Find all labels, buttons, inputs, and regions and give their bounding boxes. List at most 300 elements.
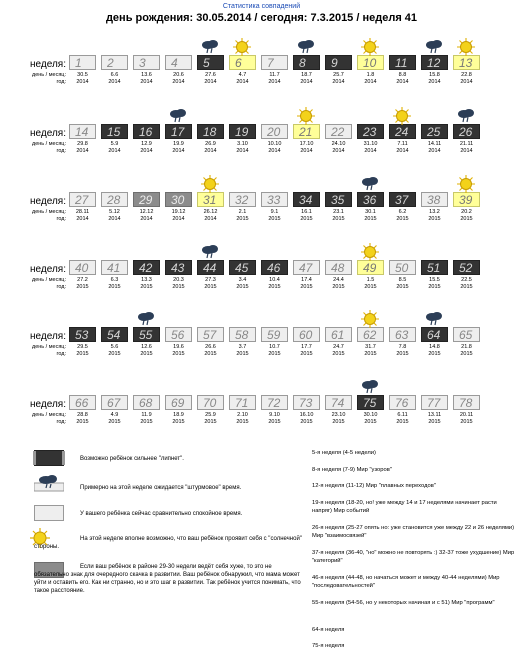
week-year: 2014 xyxy=(76,147,89,154)
week-cell[interactable]: 64 xyxy=(421,327,448,342)
legend-dark-text: Возможно ребёнок сильнее "липнет". xyxy=(80,456,184,462)
week-year: 2015 xyxy=(108,418,121,425)
week-note: 64-я неделя xyxy=(312,627,345,633)
sun-icon xyxy=(361,310,379,328)
week-daymonth: 22.5 xyxy=(461,277,472,283)
week-daymonth: 27.2 xyxy=(77,277,88,283)
week-daymonth: 19.12 xyxy=(171,209,186,215)
week-year: 2015 xyxy=(172,418,185,425)
week-year: 2014 xyxy=(364,78,377,85)
week-cell[interactable]: 38 xyxy=(421,192,448,207)
week-cell[interactable]: 32 xyxy=(229,192,256,207)
week-date xyxy=(165,412,192,425)
week-daymonth: 26.6 xyxy=(205,344,216,350)
week-cell[interactable]: 40 xyxy=(69,260,96,275)
week-cell[interactable]: 60 xyxy=(293,327,320,342)
week-daymonth: 17.7 xyxy=(301,344,312,350)
week-daymonth: 22.8 xyxy=(461,72,472,78)
week-date xyxy=(69,412,96,425)
week-daymonth: 12.6 xyxy=(141,344,152,350)
week-cell[interactable]: 62 xyxy=(357,327,384,342)
week-date xyxy=(421,141,448,154)
week-cell[interactable]: 12 xyxy=(421,55,448,70)
sun-icon xyxy=(233,38,251,56)
legend-dark-swatch xyxy=(34,450,64,466)
week-date xyxy=(197,141,224,154)
week-cell[interactable]: 19 xyxy=(229,124,256,139)
week-cell[interactable]: 48 xyxy=(325,260,352,275)
week-date xyxy=(421,72,448,85)
week-daymonth: 20.3 xyxy=(173,277,184,283)
week-cell[interactable]: 67 xyxy=(101,395,128,410)
week-daymonth: 28.11 xyxy=(75,209,90,215)
week-cell[interactable]: 57 xyxy=(197,327,224,342)
week-label: неделя: xyxy=(30,399,66,410)
week-year: 2014 xyxy=(460,78,473,85)
week-label: неделя: xyxy=(30,331,66,342)
week-daymonth: 14.8 xyxy=(429,344,440,350)
week-cell[interactable]: 65 xyxy=(453,327,480,342)
week-cell[interactable]: 31 xyxy=(197,192,224,207)
week-year: 2014 xyxy=(172,215,185,222)
week-cell[interactable]: 1 xyxy=(69,55,96,70)
daymonth-label: день / месяц: xyxy=(31,141,66,147)
week-daymonth: 19.6 xyxy=(173,344,184,350)
week-date xyxy=(453,141,480,154)
week-year: 2015 xyxy=(428,350,441,357)
week-year: 2015 xyxy=(204,283,217,290)
week-year: 2014 xyxy=(108,147,121,154)
week-date xyxy=(325,412,352,425)
week-year: 2015 xyxy=(460,418,473,425)
week-year: 2015 xyxy=(428,283,441,290)
year-label: год: xyxy=(56,147,66,154)
storm-icon xyxy=(201,245,219,263)
week-daymonth: 12.9 xyxy=(141,141,152,147)
week-year: 2015 xyxy=(396,350,409,357)
week-date xyxy=(453,72,480,85)
week-cell[interactable]: 58 xyxy=(229,327,256,342)
week-cell[interactable]: 66 xyxy=(69,395,96,410)
week-cell[interactable]: 10 xyxy=(357,55,384,70)
week-daymonth: 9.1 xyxy=(270,209,279,215)
week-date xyxy=(389,209,416,222)
week-year: 2015 xyxy=(204,350,217,357)
week-date xyxy=(325,277,352,290)
week-date xyxy=(389,141,416,154)
legend-sun-text: На этой неделе вполне возможно, что ваш ребёнок проявит себя с "солнечной" стороны. xyxy=(34,536,302,550)
week-year: 2014 xyxy=(140,147,153,154)
daymonth-year-labels xyxy=(0,344,66,357)
week-date xyxy=(197,277,224,290)
week-cell[interactable]: 30 xyxy=(165,192,192,207)
week-cell[interactable]: 76 xyxy=(389,395,416,410)
week-row xyxy=(0,240,523,312)
page-title: день рождения: 30.05.2014 / сегодня: 7.3.2015 / неделя 41 xyxy=(105,12,418,24)
week-date xyxy=(421,344,448,357)
week-year: 2014 xyxy=(268,147,281,154)
week-label: неделя: xyxy=(30,264,66,275)
week-daymonth: 27.6 xyxy=(205,72,216,78)
week-cell[interactable]: 68 xyxy=(133,395,160,410)
week-date xyxy=(325,141,352,154)
storm-icon xyxy=(34,475,64,491)
week-cell[interactable]: 61 xyxy=(325,327,352,342)
year-label: год: xyxy=(56,418,66,425)
week-note: 8-я неделя (7-9) Мир "узоров" xyxy=(312,467,392,473)
week-row xyxy=(0,375,523,447)
week-daymonth: 24.4 xyxy=(333,277,344,283)
week-date xyxy=(389,344,416,357)
week-daymonth: 26.12 xyxy=(203,209,218,215)
week-year: 2015 xyxy=(396,215,409,222)
week-year: 2015 xyxy=(332,283,345,290)
week-daymonth: 17.4 xyxy=(301,277,312,283)
week-year: 2014 xyxy=(204,78,217,85)
week-year: 2014 xyxy=(204,215,217,222)
week-year: 2015 xyxy=(300,350,313,357)
week-daymonth: 29.8 xyxy=(77,141,88,147)
daymonth-year-labels xyxy=(0,277,66,290)
week-cell[interactable]: 75 xyxy=(357,395,384,410)
week-year: 2014 xyxy=(108,78,121,85)
sun-icon xyxy=(297,107,315,125)
week-daymonth: 30.10 xyxy=(363,412,378,418)
week-note: 12-я неделя (11-12) Мир "плавных переходов" xyxy=(312,483,436,489)
week-daymonth: 5.9 xyxy=(110,141,119,147)
week-cell[interactable]: 25 xyxy=(421,124,448,139)
week-cell[interactable]: 42 xyxy=(133,260,160,275)
week-cell[interactable]: 51 xyxy=(421,260,448,275)
week-daymonth: 30.5 xyxy=(77,72,88,78)
week-daymonth: 27.3 xyxy=(205,277,216,283)
week-year: 2015 xyxy=(364,215,377,222)
week-row xyxy=(0,172,523,244)
week-date xyxy=(229,344,256,357)
week-date xyxy=(69,209,96,222)
storm-icon xyxy=(169,109,187,127)
week-cell[interactable]: 43 xyxy=(165,260,192,275)
week-cell[interactable]: 29 xyxy=(133,192,160,207)
week-date xyxy=(101,209,128,222)
week-daymonth: 10.7 xyxy=(269,344,280,350)
sun-icon xyxy=(361,38,379,56)
week-year: 2014 xyxy=(76,215,89,222)
week-daymonth: 24.7 xyxy=(333,344,344,350)
week-cell[interactable]: 74 xyxy=(325,395,352,410)
week-cell[interactable]: 44 xyxy=(197,260,224,275)
week-cell[interactable]: 16 xyxy=(133,124,160,139)
week-date xyxy=(133,412,160,425)
week-date xyxy=(453,412,480,425)
week-cell[interactable]: 18 xyxy=(197,124,224,139)
week-cell[interactable]: 33 xyxy=(261,192,288,207)
week-date xyxy=(69,72,96,85)
week-year: 2014 xyxy=(300,147,313,154)
week-cell[interactable]: 72 xyxy=(261,395,288,410)
week-note: 46-я неделя (44-48, но начаться может и между 40-44 неделями) Мир "последовательностей" xyxy=(312,575,500,589)
week-year: 2015 xyxy=(460,350,473,357)
week-date xyxy=(133,344,160,357)
week-cell[interactable]: 55 xyxy=(133,327,160,342)
week-daymonth: 14.11 xyxy=(427,141,442,147)
daymonth-label: день / месяц: xyxy=(31,277,66,283)
week-cell[interactable]: 11 xyxy=(389,55,416,70)
week-year: 2014 xyxy=(364,147,377,154)
week-year: 2015 xyxy=(460,215,473,222)
week-cell[interactable]: 78 xyxy=(453,395,480,410)
week-daymonth: 30.1 xyxy=(365,209,376,215)
week-row xyxy=(0,104,523,176)
week-daymonth: 15.5 xyxy=(429,277,440,283)
week-daymonth: 13.3 xyxy=(141,277,152,283)
week-year: 2014 xyxy=(236,78,249,85)
week-cell[interactable]: 9 xyxy=(325,55,352,70)
week-daymonth: 25.9 xyxy=(205,412,216,418)
week-date xyxy=(261,412,288,425)
week-cell[interactable]: 47 xyxy=(293,260,320,275)
week-date xyxy=(261,344,288,357)
week-date xyxy=(101,141,128,154)
week-cell[interactable]: 26 xyxy=(453,124,480,139)
week-date xyxy=(197,344,224,357)
week-note: 19-я неделя (18-20, но! уже между 14 и 17 неделями начинает расти напряг) Мир событий xyxy=(312,500,497,514)
week-daymonth: 25.7 xyxy=(333,72,344,78)
week-year: 2015 xyxy=(332,418,345,425)
top-link[interactable]: Статистика совпадений xyxy=(222,3,301,10)
week-date xyxy=(293,344,320,357)
week-year: 2015 xyxy=(236,418,249,425)
week-cell[interactable]: 14 xyxy=(69,124,96,139)
week-daymonth: 10.10 xyxy=(267,141,282,147)
week-cell[interactable]: 50 xyxy=(389,260,416,275)
week-cell[interactable]: 73 xyxy=(293,395,320,410)
week-date xyxy=(261,72,288,85)
week-daymonth: 18.9 xyxy=(173,412,184,418)
week-daymonth: 6.11 xyxy=(397,412,408,418)
week-cell[interactable]: 71 xyxy=(229,395,256,410)
week-year: 2015 xyxy=(140,283,153,290)
week-date xyxy=(197,412,224,425)
week-cell[interactable]: 52 xyxy=(453,260,480,275)
week-date xyxy=(357,344,384,357)
week-year: 2015 xyxy=(300,283,313,290)
week-cell[interactable]: 8 xyxy=(293,55,320,70)
week-daymonth: 20.11 xyxy=(459,412,474,418)
week-date xyxy=(101,277,128,290)
week-date xyxy=(69,141,96,154)
week-cell[interactable]: 15 xyxy=(101,124,128,139)
week-cell[interactable]: 7 xyxy=(261,55,288,70)
storm-icon xyxy=(425,40,443,58)
week-daymonth: 18.7 xyxy=(301,72,312,78)
week-year: 2015 xyxy=(364,350,377,357)
week-date xyxy=(293,209,320,222)
week-cell[interactable]: 5 xyxy=(197,55,224,70)
week-daymonth: 4.7 xyxy=(238,72,247,78)
legend-light-text: У вашего ребёнка сейчас сравнительно спокойное время. xyxy=(80,511,243,517)
week-cell[interactable]: 28 xyxy=(101,192,128,207)
week-year: 2014 xyxy=(300,78,313,85)
week-date xyxy=(389,412,416,425)
week-date xyxy=(453,344,480,357)
week-cell[interactable]: 39 xyxy=(453,192,480,207)
week-cell[interactable]: 49 xyxy=(357,260,384,275)
week-date xyxy=(453,277,480,290)
week-label: неделя: xyxy=(30,59,66,70)
week-date xyxy=(389,72,416,85)
week-date xyxy=(229,209,256,222)
week-cell[interactable]: 59 xyxy=(261,327,288,342)
week-cell[interactable]: 56 xyxy=(165,327,192,342)
week-cell[interactable]: 3 xyxy=(133,55,160,70)
daymonth-year-labels xyxy=(0,72,66,85)
daymonth-label: день / месяц: xyxy=(31,412,66,418)
week-cell[interactable]: 41 xyxy=(101,260,128,275)
week-cell[interactable]: 35 xyxy=(325,192,352,207)
week-daymonth: 3.10 xyxy=(237,141,248,147)
week-daymonth: 15.8 xyxy=(429,72,440,78)
week-cell[interactable]: 22 xyxy=(325,124,352,139)
week-year: 2014 xyxy=(396,147,409,154)
storm-icon xyxy=(201,40,219,58)
week-cell[interactable]: 27 xyxy=(69,192,96,207)
week-daymonth: 24.10 xyxy=(331,141,346,147)
week-daymonth: 2.10 xyxy=(237,412,248,418)
week-daymonth: 28.8 xyxy=(77,412,88,418)
week-daymonth: 23.1 xyxy=(333,209,344,215)
week-year: 2015 xyxy=(76,283,89,290)
week-row xyxy=(0,307,523,379)
week-daymonth: 10.4 xyxy=(269,277,280,283)
week-year: 2015 xyxy=(428,418,441,425)
week-date xyxy=(165,209,192,222)
week-date xyxy=(101,344,128,357)
week-year: 2015 xyxy=(172,283,185,290)
week-year: 2015 xyxy=(236,283,249,290)
week-cell[interactable]: 77 xyxy=(421,395,448,410)
week-label: неделя: xyxy=(30,128,66,139)
week-date xyxy=(357,412,384,425)
week-date xyxy=(261,141,288,154)
sun-icon xyxy=(361,243,379,261)
week-year: 2015 xyxy=(108,283,121,290)
week-year: 2015 xyxy=(76,350,89,357)
week-daymonth: 29.5 xyxy=(77,344,88,350)
week-year: 2014 xyxy=(236,147,249,154)
week-cell[interactable]: 69 xyxy=(165,395,192,410)
week-date xyxy=(69,277,96,290)
week-cell[interactable]: 17 xyxy=(165,124,192,139)
week-daymonth: 2.1 xyxy=(238,209,247,215)
storm-icon xyxy=(137,312,155,330)
week-date xyxy=(197,72,224,85)
week-date xyxy=(133,72,160,85)
week-date xyxy=(325,209,352,222)
daymonth-label: день / месяц: xyxy=(31,72,66,78)
week-year: 2015 xyxy=(364,283,377,290)
week-cell[interactable]: 63 xyxy=(389,327,416,342)
week-daymonth: 1.8 xyxy=(366,72,375,78)
week-date xyxy=(101,412,128,425)
year-label: год: xyxy=(56,283,66,290)
sun-icon xyxy=(457,175,475,193)
week-cell[interactable]: 24 xyxy=(389,124,416,139)
week-cell[interactable]: 53 xyxy=(69,327,96,342)
week-year: 2015 xyxy=(76,418,89,425)
week-daymonth: 8.5 xyxy=(398,277,407,283)
week-cell[interactable]: 46 xyxy=(261,260,288,275)
daymonth-year-labels xyxy=(0,141,66,154)
week-cell[interactable]: 13 xyxy=(453,55,480,70)
week-cell[interactable]: 36 xyxy=(357,192,384,207)
sun-icon xyxy=(457,38,475,56)
week-year: 2015 xyxy=(300,418,313,425)
week-year: 2015 xyxy=(428,215,441,222)
week-year: 2014 xyxy=(332,147,345,154)
week-date xyxy=(229,72,256,85)
week-cell[interactable]: 23 xyxy=(357,124,384,139)
week-daymonth: 1.5 xyxy=(366,277,375,283)
week-date xyxy=(421,209,448,222)
daymonth-label: день / месяц: xyxy=(31,344,66,350)
week-date xyxy=(453,209,480,222)
legend-storm-text: Примерно на этой неделе ожидается "штурмовое" время. xyxy=(80,485,242,491)
storm-icon xyxy=(361,380,379,398)
week-year: 2014 xyxy=(332,78,345,85)
week-date xyxy=(389,277,416,290)
week-year: 2014 xyxy=(172,78,185,85)
week-year: 2014 xyxy=(108,215,121,222)
week-cell[interactable]: 21 xyxy=(293,124,320,139)
week-cell[interactable]: 45 xyxy=(229,260,256,275)
week-cell[interactable]: 20 xyxy=(261,124,288,139)
week-date xyxy=(229,412,256,425)
week-daymonth: 17.10 xyxy=(299,141,314,147)
week-date xyxy=(133,209,160,222)
week-daymonth: 6.6 xyxy=(110,72,119,78)
week-cell[interactable]: 4 xyxy=(165,55,192,70)
week-daymonth: 23.10 xyxy=(331,412,346,418)
week-cell[interactable]: 34 xyxy=(293,192,320,207)
week-label: неделя: xyxy=(30,196,66,207)
week-cell[interactable]: 2 xyxy=(101,55,128,70)
week-year: 2015 xyxy=(396,418,409,425)
week-date xyxy=(293,277,320,290)
week-cell[interactable]: 70 xyxy=(197,395,224,410)
week-year: 2014 xyxy=(172,147,185,154)
week-year: 2015 xyxy=(332,215,345,222)
legend-mid-text: Если ваш ребёнок в районе 29-30 недели ведёт себя хуже, то это не обязательно знак для очередного скачка в развитии. Ваш ребёнок обнаружил, что мама может уйти и оставить его. Как ни странно, но и это шаг в развитии. Так ребёнок учится понимать, что такое расстояние. xyxy=(34,564,301,594)
week-date xyxy=(165,344,192,357)
sun-icon xyxy=(393,107,411,125)
storm-icon xyxy=(425,312,443,330)
week-date xyxy=(357,72,384,85)
week-year: 2015 xyxy=(236,350,249,357)
storm-icon xyxy=(361,177,379,195)
week-date xyxy=(357,209,384,222)
week-date xyxy=(325,72,352,85)
week-date xyxy=(357,277,384,290)
week-daymonth: 13.6 xyxy=(141,72,152,78)
week-date xyxy=(293,412,320,425)
week-cell[interactable]: 6 xyxy=(229,55,256,70)
week-cell[interactable]: 54 xyxy=(101,327,128,342)
week-note: 26-я неделя (25-27 опять но: уже становится уже между 22 и 26 неделями) Мир "взаимосвязей" xyxy=(312,525,515,539)
week-cell[interactable]: 37 xyxy=(389,192,416,207)
week-date xyxy=(261,209,288,222)
week-year: 2015 xyxy=(460,283,473,290)
